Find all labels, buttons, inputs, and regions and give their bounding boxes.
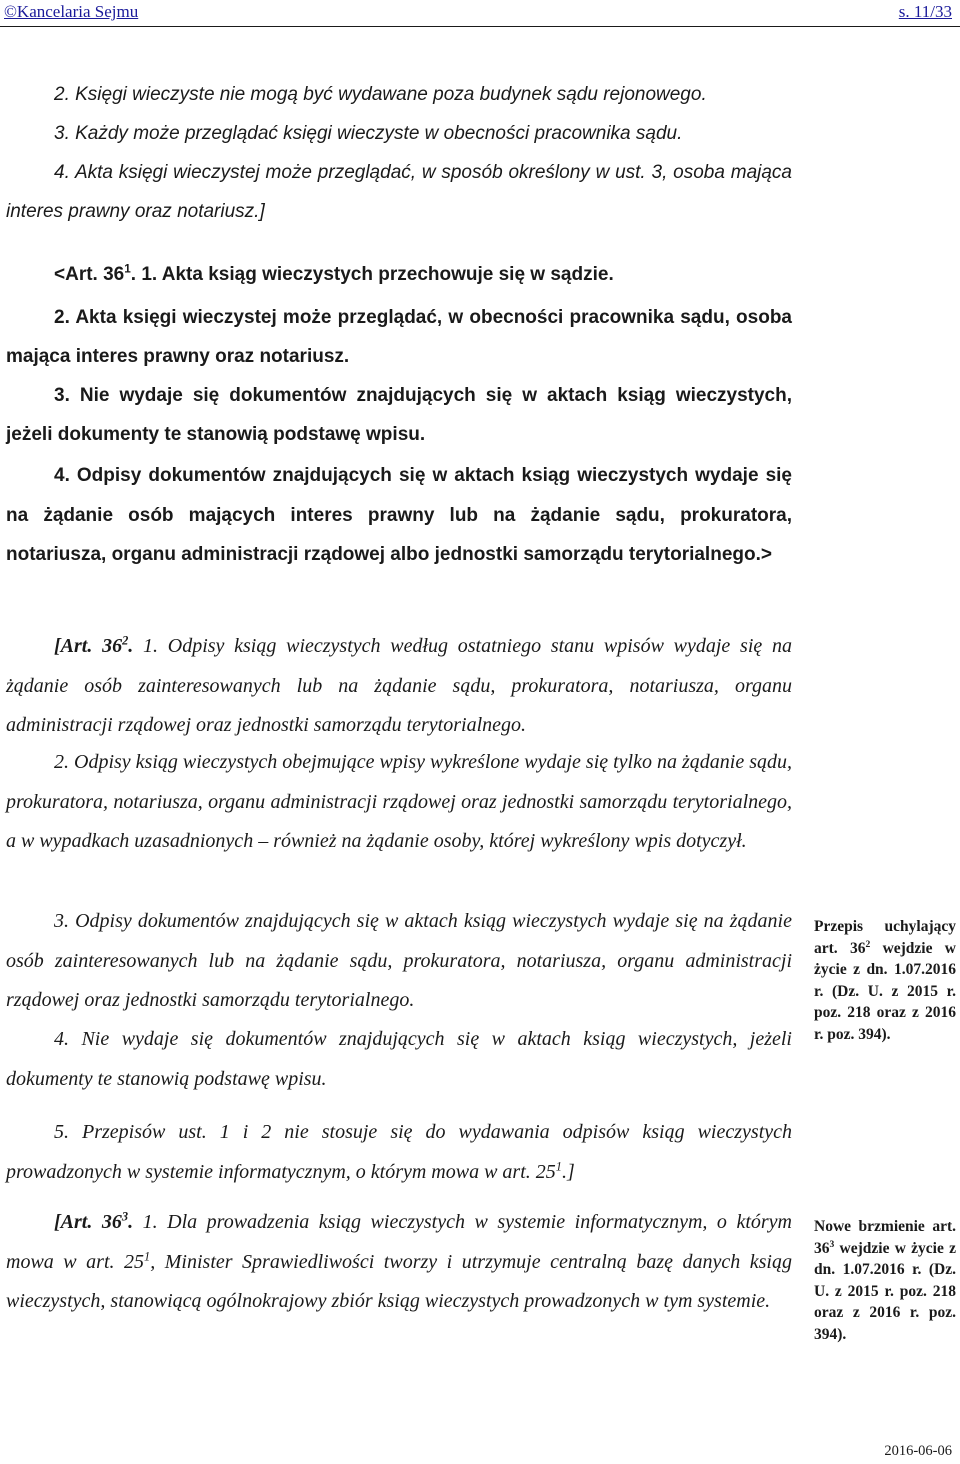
margin-note-new-wording-pre: Nowe brzmienie art. 36: [814, 1218, 956, 1257]
art-36-3-heading-sup: 3: [121, 1209, 129, 1224]
art-36-2-par-4: 4. Nie wydaje się dokumentów znajdujących się w aktach ksiąg wieczystych, jeżeli dokumenty te stanowią podstawę wpisu.: [6, 1028, 792, 1090]
old-text-par-3: 3. Każdy może przeglądać księgi wieczyste w obecności pracownika sądu.: [54, 123, 683, 144]
footer-date: 2016-06-06: [884, 1443, 952, 1459]
art-36-1-heading-sup: 1: [124, 262, 131, 276]
margin-note-repeal-pre: Przepis uchylający art. 36: [814, 918, 956, 957]
art-36-3-heading-prefix: [Art. 36: [54, 1211, 122, 1233]
art-36-3-par-1-pre: 1. Dla prowadzenia ksiąg wieczystych w systemie informatycznym, o którym mowa w art. 25: [6, 1211, 792, 1273]
art-36-1-heading-rest: . 1. Akta ksiąg wieczystych przechowuje się w sądzie.: [130, 264, 614, 285]
art-36-2-par-5: [6, 1113, 792, 1192]
art-36-1-par-2: 2. Akta księgi wieczystej może przeglądać, w obecności pracownika sądu, osoba mająca interes prawny oraz notariusz.: [6, 307, 792, 367]
header-source-link[interactable]: ©Kancelaria Sejmu: [4, 2, 139, 21]
margin-note-repeal-sup: 2: [865, 938, 871, 950]
art-36-1-heading-prefix: <Art. 36: [54, 264, 125, 285]
page-header: [0, 0, 960, 27]
art-36-2-heading-sup: 2: [122, 633, 129, 648]
art-36-3-par-1: [6, 1203, 792, 1322]
art-36-3-par-1-post: , Minister Sprawiedliwości tworzy i utrzymuje centralną bazę danych ksiąg wieczystych, stanowiącą ogólnokrajowy zbiór ksiąg wieczystych prowadzonych w tym systemie.: [6, 1250, 792, 1312]
art-36-2-par-1: [6, 627, 792, 746]
art-36-1-par-3: 3. Nie wydaje się dokumentów znajdujących się w aktach ksiąg wieczystych, jeżeli dokumenty te stanowią podstawę wpisu.: [6, 385, 792, 445]
header-page-number[interactable]: s. 11/33: [898, 2, 952, 21]
margin-note-repeal-post: wejdzie w życie z dn. 1.07.2016 r. (Dz. U. z 2015 r. poz. 218 oraz z 2016 r. poz. 394).: [814, 939, 956, 1043]
art-36-1-heading: [6, 256, 792, 294]
art-36-2-par-5-sup: 1: [555, 1158, 562, 1173]
art-36-3-par-1-sup: 1: [144, 1248, 151, 1263]
margin-note-new-wording: [814, 1216, 956, 1345]
art-36-2-par-5-post: .]: [561, 1160, 575, 1183]
margin-note-new-wording-sup: 3: [829, 1238, 835, 1250]
margin-note-repeal: [814, 916, 956, 1045]
art-36-2-par-2: 2. Odpisy ksiąg wieczystych obejmujące wpisy wykreślone wydaje się tylko na żądanie sądu, prokuratora, notariusza, organu administracji rządowej oraz jednostki samorządu terytorialnego, a w wypadkach uzasadnionych – również na żądanie osoby, której wykreślony wpis dotyczył.: [6, 751, 792, 852]
art-36-2-par-3: 3. Odpisy dokumentów znajdujących się w aktach ksiąg wieczystych wydaje się na żądanie osób zainteresowanych lub na żądanie sądu, prokuratora, notariusza, organu administracji rządowej oraz jednostki samorządu terytorialnego.: [6, 910, 792, 1011]
art-36-2-heading-dot: .: [128, 635, 134, 657]
old-text-par-4: 4. Akta księgi wieczystej może przeglądać, w sposób określony w ust. 3, osoba mająca interes prawny oraz notariusz.]: [6, 162, 792, 222]
art-36-2-par-1-text: 1. Odpisy ksiąg wieczystych według ostatniego stanu wpisów wydaje się na żądanie osób zainteresowanych lub na żądanie sądu, prokuratora, notariusza, organu administracji rządowej oraz jednostki samorządu terytorialnego.: [6, 635, 792, 736]
art-36-3-heading-dot: .: [128, 1211, 134, 1233]
art-36-1-par-4: 4. Odpisy dokumentów znajdujących się w aktach ksiąg wieczystych wydaje się na żądanie osób mających interes prawny lub na żądanie sądu, prokuratora, notariusza, organu administracji rządowej albo jednostki samorządu terytorialnego.>: [6, 465, 792, 565]
art-36-2-par-5-pre: 5. Przepisów ust. 1 i 2 nie stosuje się do wydawania odpisów ksiąg wieczystych prowadzonych w systemie informatycznym, o którym mowa w art. 25: [6, 1121, 792, 1183]
margin-note-new-wording-post: wejdzie w życie z dn. 1.07.2016 r. (Dz. U. z 2015 r. poz. 218 oraz z 2016 r. poz. 394).: [814, 1239, 956, 1343]
old-text-par-2: 2. Księgi wieczyste nie mogą być wydawane poza budynek sądu rejonowego.: [54, 84, 707, 105]
art-36-2-heading-prefix: [Art. 36: [54, 635, 123, 657]
